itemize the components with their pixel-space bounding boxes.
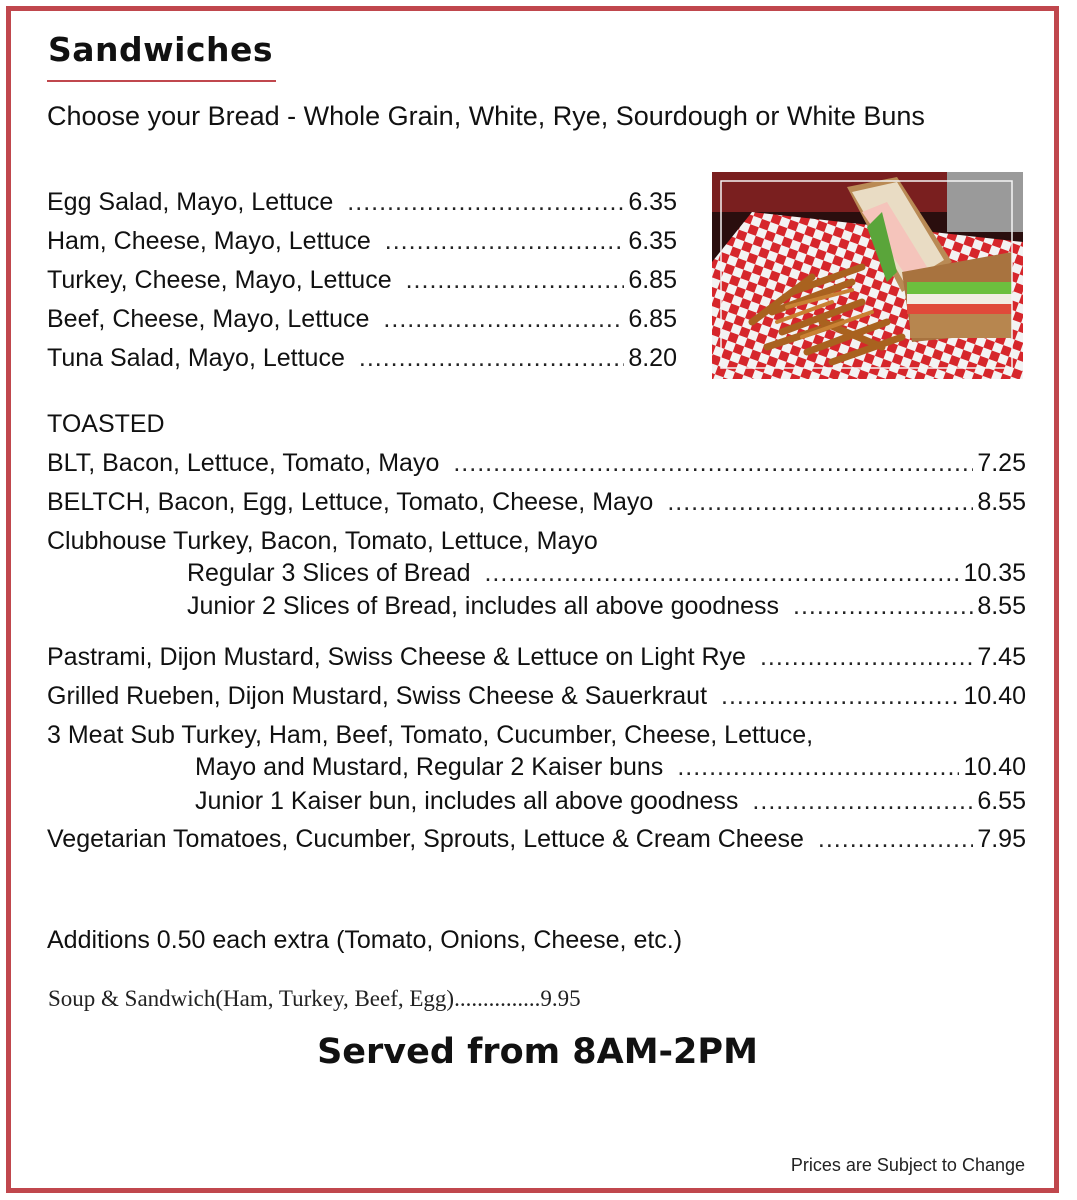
meat-sub-junior bbox=[195, 787, 1026, 816]
menu-item-pastrami bbox=[47, 643, 1026, 672]
leader-dots bbox=[484, 559, 959, 588]
item-price: 7.45 bbox=[977, 643, 1026, 671]
leader-dots bbox=[793, 592, 973, 621]
item-name: Tuna Salad, Mayo, Lettuce bbox=[47, 344, 345, 372]
menu-item-turkey bbox=[47, 266, 677, 295]
title-underline bbox=[47, 80, 276, 82]
sandwich-photo bbox=[712, 172, 1023, 379]
item-name: Ham, Cheese, Mayo, Lettuce bbox=[47, 227, 371, 255]
item-name: Vegetarian Tomatoes, Cucumber, Sprouts, Lettuce & Cream Cheese bbox=[47, 825, 804, 853]
item-name: Mayo and Mustard, Regular 2 Kaiser buns bbox=[195, 753, 664, 781]
sandwich-fries-illustration bbox=[712, 172, 1023, 379]
leader-dots bbox=[385, 227, 625, 256]
leader-dots bbox=[818, 825, 973, 854]
item-price: 8.55 bbox=[977, 592, 1026, 620]
item-price: 6.35 bbox=[628, 188, 677, 216]
item-name: BLT, Bacon, Lettuce, Tomato, Mayo bbox=[47, 449, 440, 477]
menu-item-blt bbox=[47, 449, 1026, 478]
item-name: Beef, Cheese, Mayo, Lettuce bbox=[47, 305, 370, 333]
menu-title: Sandwiches bbox=[48, 30, 274, 69]
served-hours-text: Served from 8AM-2PM bbox=[317, 1032, 758, 1072]
item-name: Junior 1 Kaiser bun, includes all above goodness bbox=[195, 787, 739, 815]
leader-dots bbox=[667, 488, 973, 517]
leader-dots bbox=[721, 682, 959, 711]
meat-sub-regular bbox=[195, 753, 1026, 782]
menu-item-meat-sub: 3 Meat Sub Turkey, Ham, Beef, Tomato, Cucumber, Cheese, Lettuce, bbox=[47, 721, 814, 749]
item-price: 7.95 bbox=[977, 825, 1026, 853]
item-price: 8.55 bbox=[977, 488, 1026, 516]
item-price: 6.85 bbox=[628, 266, 677, 294]
leader-dots bbox=[453, 449, 973, 478]
leader-dots bbox=[752, 787, 973, 816]
bread-options: Choose your Bread - Whole Grain, White, Rye, Sourdough or White Buns bbox=[47, 101, 925, 131]
item-price: 6.35 bbox=[628, 227, 677, 255]
item-price: 10.35 bbox=[963, 559, 1026, 587]
menu-item-egg-salad bbox=[47, 188, 677, 217]
item-price: 8.20 bbox=[628, 344, 677, 372]
toasted-heading: TOASTED bbox=[47, 410, 165, 438]
leader-dots bbox=[677, 753, 959, 782]
clubhouse-junior bbox=[187, 592, 1026, 621]
leader-dots bbox=[760, 643, 973, 672]
item-price: 6.55 bbox=[977, 787, 1026, 815]
item-name: Junior 2 Slices of Bread, includes all above goodness bbox=[187, 592, 780, 620]
item-price: 7.25 bbox=[977, 449, 1026, 477]
leader-dots bbox=[359, 344, 624, 373]
clubhouse-regular bbox=[187, 559, 1026, 588]
menu-item-beef bbox=[47, 305, 677, 334]
menu-item-ham bbox=[47, 227, 677, 256]
menu-item-vegetarian bbox=[47, 825, 1026, 854]
item-price: 6.85 bbox=[628, 305, 677, 333]
item-name: Grilled Rueben, Dijon Mustard, Swiss Cheese & Sauerkraut bbox=[47, 682, 708, 710]
additions-note: Additions 0.50 each extra (Tomato, Onions, Cheese, etc.) bbox=[47, 926, 683, 954]
leader-dots bbox=[383, 305, 624, 334]
item-price: 10.40 bbox=[963, 682, 1026, 710]
item-price: 10.40 bbox=[963, 753, 1026, 781]
item-name: BELTCH, Bacon, Egg, Lettuce, Tomato, Cheese, Mayo bbox=[47, 488, 654, 516]
served-hours bbox=[0, 1032, 1077, 1072]
item-name: Egg Salad, Mayo, Lettuce bbox=[47, 188, 334, 216]
menu-item-rueben bbox=[47, 682, 1026, 711]
menu-item-beltch bbox=[47, 488, 1026, 517]
price-disclaimer: Prices are Subject to Change bbox=[790, 1155, 1025, 1175]
leader-dots bbox=[347, 188, 624, 217]
item-name: Turkey, Cheese, Mayo, Lettuce bbox=[47, 266, 392, 294]
leader-dots bbox=[406, 266, 625, 295]
soup-sandwich-combo: Soup & Sandwich(Ham, Turkey, Beef, Egg)...............9.95 bbox=[48, 986, 581, 1011]
menu-item-tuna bbox=[47, 344, 677, 373]
item-name: Pastrami, Dijon Mustard, Swiss Cheese & Lettuce on Light Rye bbox=[47, 643, 746, 671]
menu-item-clubhouse: Clubhouse Turkey, Bacon, Tomato, Lettuce, Mayo bbox=[47, 527, 598, 555]
item-name: Regular 3 Slices of Bread bbox=[187, 559, 471, 587]
